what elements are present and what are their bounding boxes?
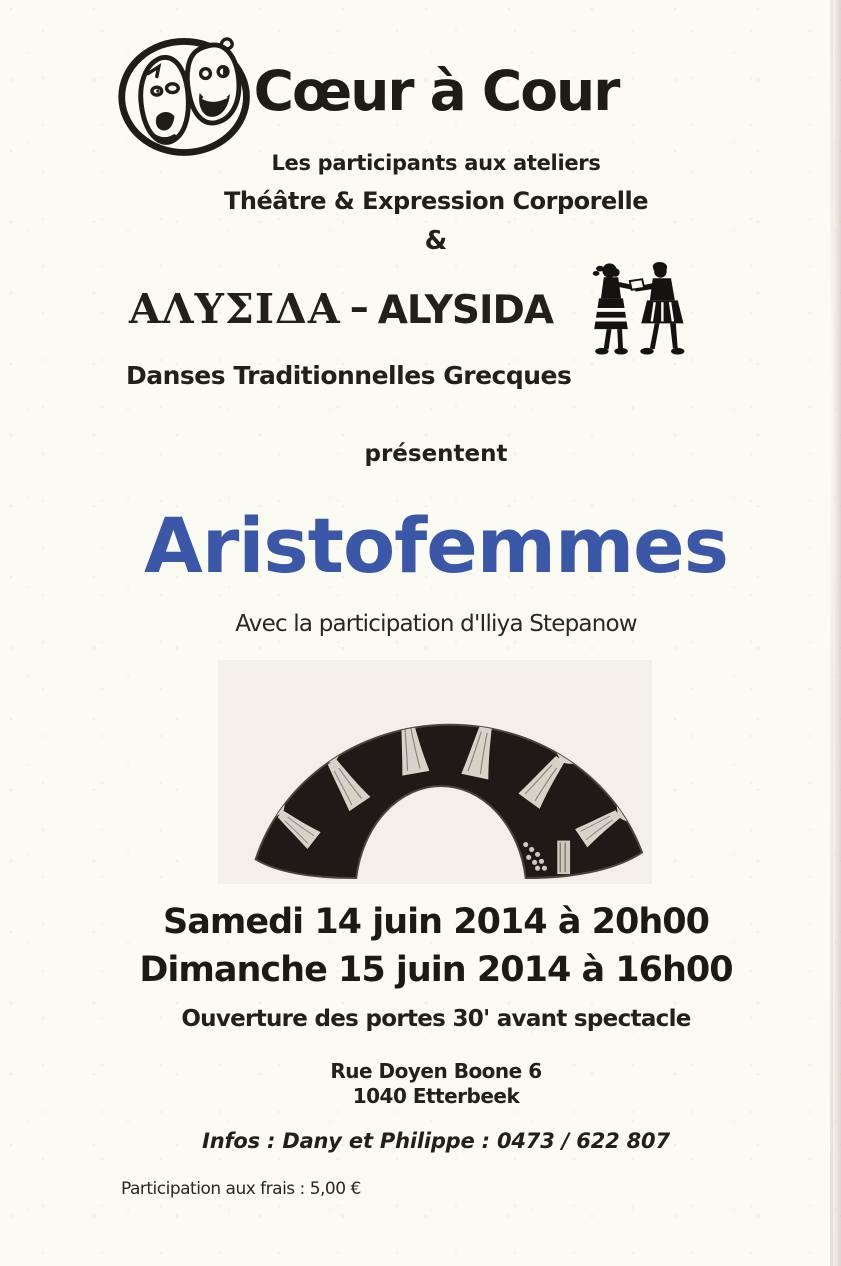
dance-group-name-latin: ALYSIDA bbox=[377, 288, 554, 333]
venue-street: Rue Doyen Boone 6 bbox=[330, 1059, 542, 1083]
show-title: Aristofemmes bbox=[144, 501, 728, 590]
greek-vase-maenads-illustration bbox=[231, 675, 647, 880]
dance-group-name-greek: ΑΛΥΣΙΔΑ bbox=[129, 285, 341, 333]
greek-folk-dancers-icon bbox=[575, 256, 695, 360]
scan-edge-line bbox=[830, 0, 833, 1266]
header-ampersand: & bbox=[424, 226, 448, 256]
venue-city: 1040 Etterbeek bbox=[352, 1084, 520, 1108]
show-date-2: Dimanche 15 juin 2014 à 16h00 bbox=[139, 950, 733, 990]
contact-line: Infos : Dany et Philippe : 0473 / 622 807 bbox=[202, 1129, 670, 1153]
presents-line: présentent bbox=[364, 441, 508, 467]
header-line1: Les participants aux ateliers bbox=[271, 151, 601, 175]
header-line2: Théâtre & Expression Corporelle bbox=[224, 187, 648, 215]
guest-line: Avec la participation d'Iliya Stepanow bbox=[235, 611, 637, 637]
dance-group-name-separator: – bbox=[349, 285, 369, 329]
dance-group-name bbox=[129, 285, 554, 333]
show-date-1: Samedi 14 juin 2014 à 20h00 bbox=[163, 902, 709, 942]
dance-group-tagline: Danses Traditionnelles Grecques bbox=[126, 361, 572, 390]
flyer-title: Cœur à Cour bbox=[253, 59, 619, 123]
doors-open-line: Ouverture des portes 30' avant spectacle bbox=[181, 1006, 691, 1032]
price-line: Participation aux frais : 5,00 € bbox=[121, 1179, 361, 1199]
